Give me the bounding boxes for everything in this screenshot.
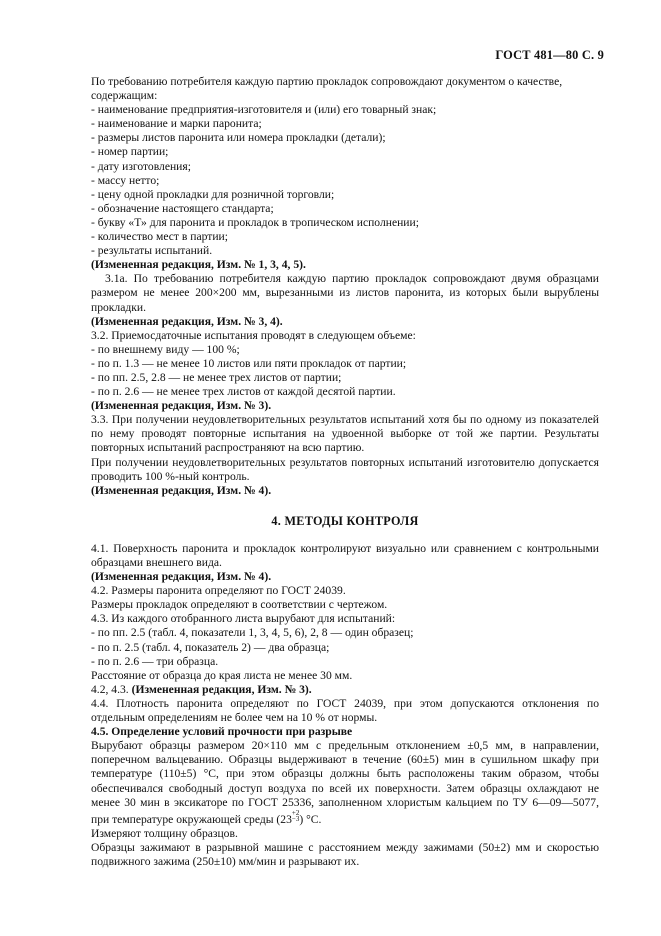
- note-4-2-line: [91, 683, 599, 697]
- text-line: - номер партии;: [91, 145, 169, 159]
- note-4-2: (Измененная редакция, Изм. № 3).: [131, 682, 312, 696]
- text-line: - по п. 2.6 — не менее трех листов от каждой десятой партии.: [91, 385, 396, 399]
- temperature-tolerance-lower: −3: [291, 814, 300, 823]
- text-line: - размеры листов паронита или номера прокладки (детали);: [91, 131, 386, 145]
- acceptance-test-list: [91, 329, 599, 399]
- text-line: - по пп. 2.5, 2.8 — не менее трех листов от партии;: [91, 370, 342, 384]
- text-line: - массу нетто;: [91, 173, 160, 187]
- note-3-3: (Измененная редакция, Изм. № 4).: [91, 483, 272, 497]
- paragraph-3-1a: 3.1а. По требованию потребителя каждую партию прокладок сопровождают двумя образцами размером не менее 200×200 мм, вырезанными из листов паронита, из которых были вырублены прокладки.: [91, 272, 599, 314]
- text-line: - количество мест в партии;: [91, 230, 228, 244]
- paragraph-4-5a-end: ) °С.: [299, 812, 322, 826]
- text-line: - по п. 2.5 (табл. 4, показатель 2) — два образца;: [91, 640, 330, 654]
- text-line: 3.2. Приемосдаточные испытания проводят в следующем объеме:: [91, 328, 416, 342]
- temperature-tolerance-upper: +2: [291, 808, 300, 817]
- note-3-1a: (Измененная редакция, Изм. № 3, 4).: [91, 314, 283, 328]
- page-body: [91, 75, 599, 869]
- paragraph-4-1: 4.1. Поверхность паронита и прокладок контролируют визуально или сравнением с контрольными образцами внешнего вида.: [91, 541, 599, 569]
- text-line: - результаты испытаний.: [91, 244, 213, 258]
- paragraph-4-4: 4.4. Плотность паронита определяют по ГОСТ 24039, при этом допускаются отклонения по отдельным определениям не более чем на 10 % от нормы.: [91, 696, 599, 725]
- text-line: Расстояние от образца до края листа не менее 30 мм.: [91, 668, 353, 682]
- paragraph-4-5a: [91, 739, 599, 827]
- text-line: - обозначение настоящего стандарта;: [91, 201, 274, 215]
- text-line: - букву «Т» для паронита и прокладок в тропическом исполнении;: [91, 215, 419, 229]
- text-line: 4.3. Из каждого отобранного листа вырубают для испытаний:: [91, 612, 396, 626]
- text-line: - по п. 2.6 — три образца.: [91, 654, 219, 668]
- paragraph-3-3: 3.3. При получении неудовлетворительных результатов испытаний хотя бы по одному из показателей по нему проводят повторные испытания на удвоенной выборке от той же партии. Результаты повторных испытаний распространяют на всю партию.: [91, 413, 599, 455]
- specimen-list: [91, 584, 599, 683]
- text-line: - цену одной прокладки для розничной торговли;: [91, 187, 335, 201]
- text-line: - наименование предприятия-изготовителя и (или) его товарный знак;: [91, 103, 437, 117]
- text-line: - по внешнему виду — 100 %;: [91, 342, 240, 356]
- paragraph-4-5c: Образцы зажимают в разрывной машине с расстоянием между зажимами (50±2) мм и скоростью подвижного зажима (250±10) мм/мин и разрывают их.: [91, 840, 599, 868]
- text-line: - по п. 1.3 — не менее 10 листов или пяти прокладок от партии;: [91, 356, 407, 370]
- text-line: По требованию потребителя каждую партию прокладок сопровождают документом о качестве,: [91, 75, 563, 88]
- paragraph-4-5a-text: Вырубают образцы размером 20×110 мм с предельным отклонением ±0,5 мм, в направлении, поперечном вальцеванию. Образцы выдерживают в течение (60±5) мин в сушильном шкафу при температуре (110±5) °С, при этом образцы должны быть расположены таким образом, чтобы обеспечивался свободный доступ воздуха по всей их поверхности. Затем образцы охлаждают не менее 30 мин в эксикаторе по ГОСТ 25336, заполненном хлористым кальцием по ТУ 6—09—5077, при температуре окружающей среды (23: [91, 739, 599, 826]
- page-header: ГОСТ 481—80 С. 9: [495, 48, 604, 62]
- text-line: (Измененная редакция, Изм. № 1, 3, 4, 5).: [91, 258, 306, 272]
- paragraph-4-5b: Измеряют толщину образцов.: [91, 826, 238, 840]
- note-4-2-prefix: 4.2, 4.3.: [91, 682, 132, 696]
- section-title: 4. МЕТОДЫ КОНТРОЛЯ: [271, 513, 419, 528]
- text-line: - дату изготовления;: [91, 159, 191, 173]
- text-line: Размеры прокладок определяют в соответствии с чертежом.: [91, 598, 388, 612]
- paragraph-3-3b: При получении неудовлетворительных результатов повторных испытаний изготовителю допускается проводить 100 %-ный контроль.: [91, 455, 599, 483]
- text-line: содержащим:: [91, 89, 158, 103]
- note-4-1: (Измененная редакция, Изм. № 4).: [91, 570, 272, 584]
- text-line: - наименование и марки паронита;: [91, 117, 262, 131]
- note-3-2: (Измененная редакция, Изм. № 3).: [91, 399, 272, 413]
- quality-document-list: [91, 75, 599, 272]
- text-line: 4.2. Размеры паронита определяют по ГОСТ 24039.: [91, 584, 346, 598]
- text-line: - по пп. 2.5 (табл. 4, показатели 1, 3, 4, 5, 6), 2, 8 — один образец;: [91, 626, 414, 640]
- heading-4-5: 4.5. Определение условий прочности при разрыве: [91, 725, 353, 739]
